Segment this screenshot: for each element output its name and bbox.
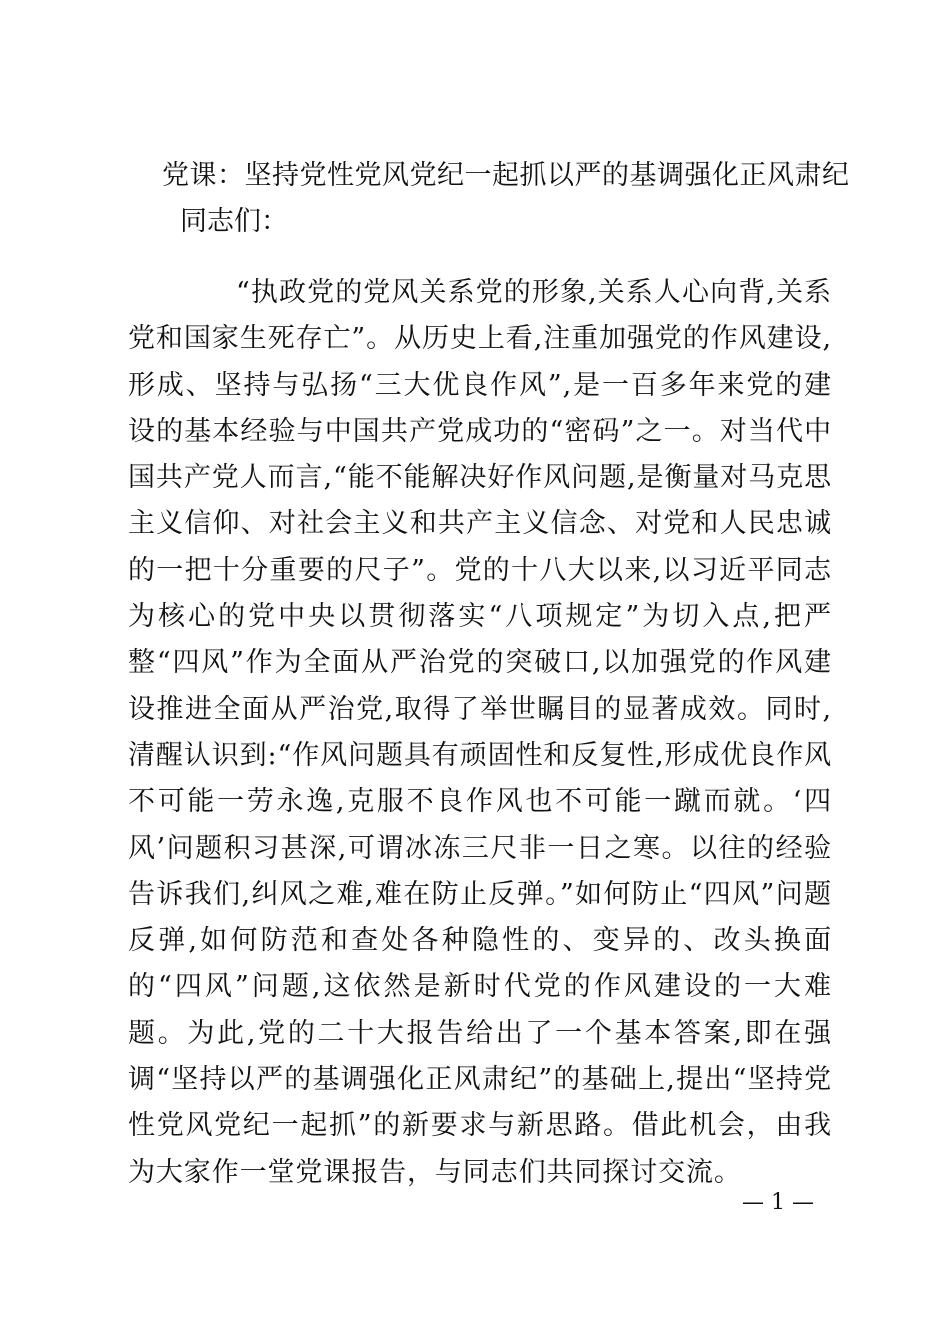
salutation: 同志们： (180, 206, 288, 237)
body-paragraph: “执政党的党风关系党的形象,关系人心向背,关系党和国家生死存亡”。从历史上看,注重加强党的作风建设,形成、坚持与弘扬“三大优良作风”,是一百多年来党的建设的基本经验与中国共产党成功的“密码”之一。对当代中国共产党人而言,“能不能解决好作风问题,是衡量对马克思主义信仰、对社会主义和共产主义信念、对党和人民忠诚的一把十分重要的尺子”。党的十八大以来,以习近平同志为核心的党中央以贯彻落实“八项规定”为切入点,把严整“四风”作为全面从严治党的突破口,以加强党的作风建设推进全面从严治党,取得了举世瞩目的显著成效。同时,清醒认识到:“作风问题具有顽固性和反复性,形成优良作风不可能一劳永逸,克服不良作风也不可能一蹴而就。‘四风’问题积习甚深,可谓冰冻三尺非一日之寒。以往的经验告诉我们,纠风之难,难在防止反弹。”如何防止“四风”问题反弹,如何防范和查处各种隐性的、变异的、改头换面的“四风”问题,这依然是新时代党的作风建设的一大难题。为此,党的二十大报告给出了一个基本答案,即在强调“坚持以严的基调强化正风肃纪”的基础上,提出“坚持党性党风党纪一起抓”的新要求与新思路。借此机会，由我为大家作一堂党课报告，与同志们共同探讨交流。 (128, 277, 832, 1188)
page-number: — 1 — (742, 1190, 814, 1215)
document-title: 党课：坚持党性党风党纪一起抓以严的基调强化正风肃纪 (162, 160, 850, 191)
